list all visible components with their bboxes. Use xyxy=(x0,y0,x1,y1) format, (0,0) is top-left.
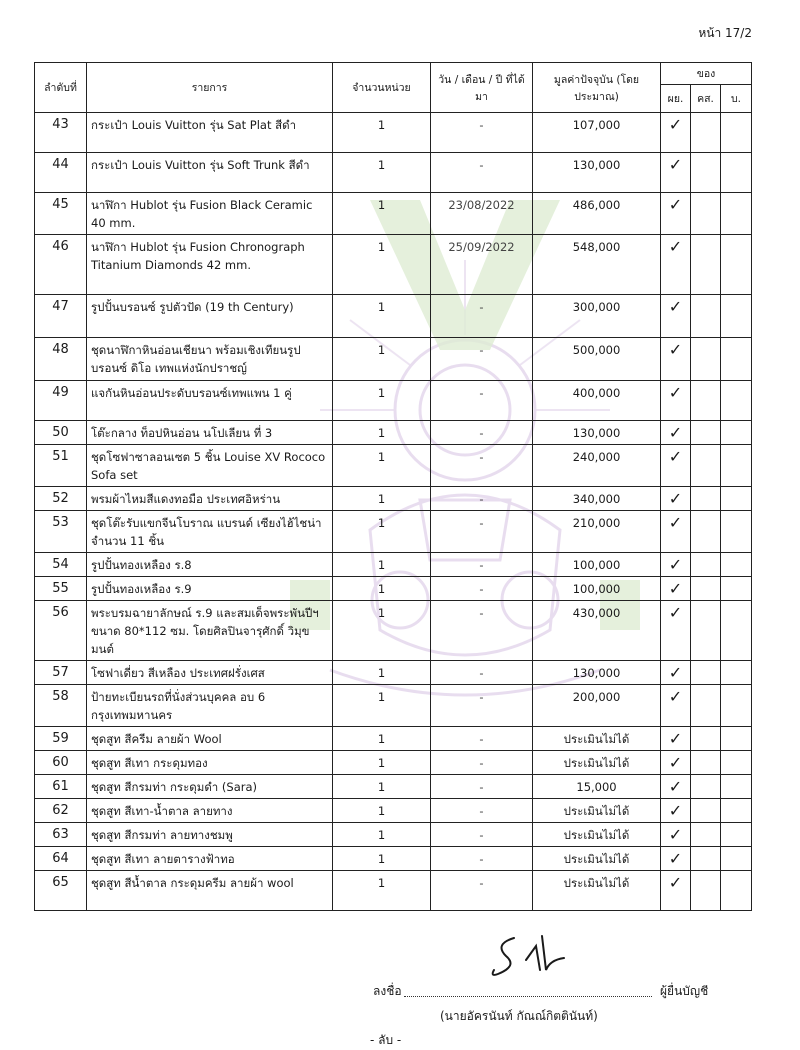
row-item: ชุดสูท สีเทา กระดุมทอง xyxy=(87,751,333,775)
table-row xyxy=(35,727,752,751)
row-date: - xyxy=(431,381,533,421)
row-owner-spouse xyxy=(691,751,721,775)
row-owner-spouse xyxy=(691,727,721,751)
row-owner-self-check: ✓ xyxy=(661,487,691,511)
row-qty: 1 xyxy=(333,751,431,775)
row-seq: 61 xyxy=(35,775,87,799)
row-owner-child xyxy=(721,153,752,193)
row-value: 100,000 xyxy=(533,577,661,601)
header-value: มูลค่าปัจจุบัน (โดยประมาณ) xyxy=(533,63,661,113)
row-item: ชุดสูท สีเทา ลายตารางฟ้าทอ xyxy=(87,847,333,871)
row-owner-self-check: ✓ xyxy=(661,727,691,751)
row-owner-self-check: ✓ xyxy=(661,295,691,338)
row-owner-self-check: ✓ xyxy=(661,421,691,445)
row-qty: 1 xyxy=(333,553,431,577)
row-owner-spouse xyxy=(691,113,721,153)
header-owner-child: บ. xyxy=(721,85,752,113)
row-owner-spouse xyxy=(691,577,721,601)
row-owner-child xyxy=(721,553,752,577)
row-date: - xyxy=(431,823,533,847)
row-owner-child xyxy=(721,799,752,823)
signature-role: ผู้ยื่นบัญชี xyxy=(660,984,709,998)
row-owner-child xyxy=(721,235,752,295)
row-item: ชุดโซฟาซาลอนเซต 5 ชิ้น Louise XV Rococo Sofa set xyxy=(87,445,333,487)
row-seq: 59 xyxy=(35,727,87,751)
row-owner-spouse xyxy=(691,235,721,295)
row-owner-child xyxy=(721,193,752,235)
row-owner-child xyxy=(721,445,752,487)
row-value: 430,000 xyxy=(533,601,661,661)
row-owner-spouse xyxy=(691,153,721,193)
row-value: 210,000 xyxy=(533,511,661,553)
row-value: 400,000 xyxy=(533,381,661,421)
signer-name: (นายอัครนันท์ กัณณ์กิตตินันท์) xyxy=(440,1009,598,1023)
header-qty: จำนวนหน่วย xyxy=(333,63,431,113)
row-value: 240,000 xyxy=(533,445,661,487)
row-item: นาฬิกา Hublot รุ่น Fusion Black Ceramic 40 mm. xyxy=(87,193,333,235)
row-value: 130,000 xyxy=(533,661,661,685)
row-date: - xyxy=(431,727,533,751)
row-seq: 57 xyxy=(35,661,87,685)
row-date: - xyxy=(431,661,533,685)
table-row xyxy=(35,799,752,823)
row-qty: 1 xyxy=(333,775,431,799)
table-row xyxy=(35,775,752,799)
row-seq: 45 xyxy=(35,193,87,235)
row-owner-child xyxy=(721,487,752,511)
row-qty: 1 xyxy=(333,661,431,685)
row-owner-spouse xyxy=(691,511,721,553)
row-owner-self-check: ✓ xyxy=(661,601,691,661)
row-qty: 1 xyxy=(333,153,431,193)
row-item: รูปปั้นทองเหลือง ร.9 xyxy=(87,577,333,601)
row-qty: 1 xyxy=(333,871,431,911)
row-seq: 51 xyxy=(35,445,87,487)
row-date: - xyxy=(431,113,533,153)
row-owner-spouse xyxy=(691,553,721,577)
row-date: - xyxy=(431,445,533,487)
row-date: - xyxy=(431,553,533,577)
table-row xyxy=(35,685,752,727)
row-owner-self-check: ✓ xyxy=(661,871,691,911)
row-item: กระเป๋า Louis Vuitton รุ่น Sat Plat สีดำ xyxy=(87,113,333,153)
row-qty: 1 xyxy=(333,487,431,511)
row-seq: 58 xyxy=(35,685,87,727)
row-value: ประเมินไม่ได้ xyxy=(533,799,661,823)
row-date: - xyxy=(431,871,533,911)
row-item: กระเป๋า Louis Vuitton รุ่น Soft Trunk สีดำ xyxy=(87,153,333,193)
row-owner-child xyxy=(721,775,752,799)
row-owner-self-check: ✓ xyxy=(661,511,691,553)
row-item: ชุดสูท สีกรมท่า กระดุมดำ (Sara) xyxy=(87,775,333,799)
row-seq: 49 xyxy=(35,381,87,421)
row-seq: 48 xyxy=(35,338,87,381)
row-owner-spouse xyxy=(691,487,721,511)
row-date: 23/08/2022 xyxy=(431,193,533,235)
row-item: พระบรมฉายาลักษณ์ ร.9 และสมเด็จพระพันปีฯ ขนาด 80*112 ซม. โดยศิลปินจารุศักดิ์ วิมุขมนต์ xyxy=(87,601,333,661)
row-owner-child xyxy=(721,511,752,553)
signature-line xyxy=(404,996,652,997)
table-row xyxy=(35,601,752,661)
row-value: 200,000 xyxy=(533,685,661,727)
table-row xyxy=(35,511,752,553)
row-seq: 53 xyxy=(35,511,87,553)
row-qty: 1 xyxy=(333,381,431,421)
row-owner-child xyxy=(721,381,752,421)
table-row xyxy=(35,295,752,338)
row-owner-spouse xyxy=(691,193,721,235)
row-owner-spouse xyxy=(691,381,721,421)
signature-block xyxy=(0,930,800,1048)
row-date: - xyxy=(431,487,533,511)
row-owner-child xyxy=(721,577,752,601)
row-qty: 1 xyxy=(333,847,431,871)
row-qty: 1 xyxy=(333,799,431,823)
row-owner-child xyxy=(721,295,752,338)
row-owner-spouse xyxy=(691,601,721,661)
row-owner-child xyxy=(721,847,752,871)
row-owner-spouse xyxy=(691,775,721,799)
table-row xyxy=(35,421,752,445)
handwritten-signature xyxy=(484,930,574,980)
row-item: รูปปั้นบรอนซ์ รูปตัวปัด (19 th Century) xyxy=(87,295,333,338)
row-seq: 43 xyxy=(35,113,87,153)
row-seq: 50 xyxy=(35,421,87,445)
row-item: พรมผ้าไหมสีแดงทอมือ ประเทศอิหร่าน xyxy=(87,487,333,511)
row-item: โต๊ะกลาง ท็อปหินอ่อน นโปเลียน ที่ 3 xyxy=(87,421,333,445)
row-qty: 1 xyxy=(333,338,431,381)
row-date: - xyxy=(431,847,533,871)
row-date: - xyxy=(431,153,533,193)
row-seq: 62 xyxy=(35,799,87,823)
row-qty: 1 xyxy=(333,685,431,727)
row-owner-spouse xyxy=(691,847,721,871)
asset-table xyxy=(34,62,752,911)
header-owner-spouse: คส. xyxy=(691,85,721,113)
row-seq: 65 xyxy=(35,871,87,911)
row-owner-self-check: ✓ xyxy=(661,193,691,235)
row-seq: 47 xyxy=(35,295,87,338)
page-number: หน้า 17/2 xyxy=(698,26,752,40)
row-owner-self-check: ✓ xyxy=(661,799,691,823)
table-row xyxy=(35,338,752,381)
row-date: 25/09/2022 xyxy=(431,235,533,295)
table-row xyxy=(35,871,752,911)
row-qty: 1 xyxy=(333,511,431,553)
row-seq: 56 xyxy=(35,601,87,661)
row-owner-self-check: ✓ xyxy=(661,685,691,727)
row-date: - xyxy=(431,799,533,823)
row-owner-child xyxy=(721,751,752,775)
row-value: 300,000 xyxy=(533,295,661,338)
row-value: 500,000 xyxy=(533,338,661,381)
row-qty: 1 xyxy=(333,445,431,487)
row-owner-self-check: ✓ xyxy=(661,661,691,685)
row-qty: 1 xyxy=(333,727,431,751)
table-row xyxy=(35,751,752,775)
row-owner-child xyxy=(721,601,752,661)
row-item: ชุดสูท สีกรมท่า ลายทางชมพู xyxy=(87,823,333,847)
row-item: ชุดสูท สีเทา-น้ำตาล ลายทาง xyxy=(87,799,333,823)
row-item: ชุดสูท สีครีม ลายผ้า Wool xyxy=(87,727,333,751)
confidential-footer: - ลับ - xyxy=(370,1033,402,1047)
table-row xyxy=(35,553,752,577)
row-date: - xyxy=(431,511,533,553)
row-owner-child xyxy=(721,661,752,685)
row-value: ประเมินไม่ได้ xyxy=(533,847,661,871)
row-seq: 44 xyxy=(35,153,87,193)
row-value: ประเมินไม่ได้ xyxy=(533,823,661,847)
row-date: - xyxy=(431,751,533,775)
row-owner-child xyxy=(721,113,752,153)
row-value: 100,000 xyxy=(533,553,661,577)
row-owner-self-check: ✓ xyxy=(661,338,691,381)
row-owner-self-check: ✓ xyxy=(661,235,691,295)
row-owner-spouse xyxy=(691,421,721,445)
row-owner-self-check: ✓ xyxy=(661,153,691,193)
row-qty: 1 xyxy=(333,113,431,153)
row-value: 340,000 xyxy=(533,487,661,511)
table-row xyxy=(35,847,752,871)
row-date: - xyxy=(431,601,533,661)
row-value: 486,000 xyxy=(533,193,661,235)
row-date: - xyxy=(431,338,533,381)
header-owner-self: ผย. xyxy=(661,85,691,113)
row-qty: 1 xyxy=(333,193,431,235)
row-date: - xyxy=(431,685,533,727)
table-row xyxy=(35,577,752,601)
row-date: - xyxy=(431,295,533,338)
row-value: 130,000 xyxy=(533,421,661,445)
row-seq: 60 xyxy=(35,751,87,775)
table-row xyxy=(35,661,752,685)
signature-label: ลงชื่อ xyxy=(373,984,402,998)
table-row xyxy=(35,113,752,153)
row-owner-child xyxy=(721,338,752,381)
row-owner-self-check: ✓ xyxy=(661,775,691,799)
header-seq: ลำดับที่ xyxy=(35,63,87,113)
row-qty: 1 xyxy=(333,295,431,338)
row-item: โซฟาเดี่ยว สีเหลือง ประเทศฝรั่งเศส xyxy=(87,661,333,685)
row-item: รูปปั้นทองเหลือง ร.8 xyxy=(87,553,333,577)
row-seq: 55 xyxy=(35,577,87,601)
row-value: 130,000 xyxy=(533,153,661,193)
row-owner-self-check: ✓ xyxy=(661,823,691,847)
row-seq: 46 xyxy=(35,235,87,295)
row-seq: 52 xyxy=(35,487,87,511)
row-date: - xyxy=(431,775,533,799)
row-owner-spouse xyxy=(691,799,721,823)
row-qty: 1 xyxy=(333,235,431,295)
row-item: ป้ายทะเบียนรถที่นั่งส่วนบุคคล อบ 6 กรุงเทพมหานคร xyxy=(87,685,333,727)
row-date: - xyxy=(431,421,533,445)
row-value: 107,000 xyxy=(533,113,661,153)
table-row xyxy=(35,823,752,847)
row-date: - xyxy=(431,577,533,601)
row-owner-spouse xyxy=(691,661,721,685)
row-item: แจกันหินอ่อนประดับบรอนซ์เทพแพน 1 คู่ xyxy=(87,381,333,421)
row-value: ประเมินไม่ได้ xyxy=(533,727,661,751)
table-row xyxy=(35,381,752,421)
row-qty: 1 xyxy=(333,823,431,847)
row-owner-child xyxy=(721,823,752,847)
row-owner-child xyxy=(721,421,752,445)
row-qty: 1 xyxy=(333,421,431,445)
row-owner-self-check: ✓ xyxy=(661,381,691,421)
table-row xyxy=(35,445,752,487)
row-value: ประเมินไม่ได้ xyxy=(533,871,661,911)
row-item: นาฬิกา Hublot รุ่น Fusion Chronograph Titanium Diamonds 42 mm. xyxy=(87,235,333,295)
row-seq: 64 xyxy=(35,847,87,871)
row-owner-self-check: ✓ xyxy=(661,847,691,871)
row-seq: 63 xyxy=(35,823,87,847)
row-owner-self-check: ✓ xyxy=(661,113,691,153)
row-item: ชุดโต๊ะรับแขกจีนโบราณ แบรนด์ เซียงไฮ้ไชน่า จำนวน 11 ชิ้น xyxy=(87,511,333,553)
table-row xyxy=(35,193,752,235)
table-row xyxy=(35,153,752,193)
row-owner-spouse xyxy=(691,338,721,381)
row-item: ชุดนาฬิกาหินอ่อนเชียนา พร้อมเชิงเทียนรูปบรอนซ์ ดิโอ เทพแห่งนักปราชญ์ xyxy=(87,338,333,381)
row-owner-self-check: ✓ xyxy=(661,577,691,601)
row-qty: 1 xyxy=(333,577,431,601)
table-row xyxy=(35,487,752,511)
header-owner: ของ xyxy=(661,63,752,85)
row-owner-child xyxy=(721,727,752,751)
row-qty: 1 xyxy=(333,601,431,661)
row-value: 548,000 xyxy=(533,235,661,295)
row-seq: 54 xyxy=(35,553,87,577)
row-owner-spouse xyxy=(691,685,721,727)
row-owner-spouse xyxy=(691,823,721,847)
row-owner-spouse xyxy=(691,445,721,487)
header-item: รายการ xyxy=(87,63,333,113)
row-owner-child xyxy=(721,871,752,911)
row-value: ประเมินไม่ได้ xyxy=(533,751,661,775)
row-owner-self-check: ✓ xyxy=(661,445,691,487)
row-item: ชุดสูท สีน้ำตาล กระดุมครีม ลายผ้า wool xyxy=(87,871,333,911)
row-owner-spouse xyxy=(691,295,721,338)
table-row xyxy=(35,235,752,295)
row-owner-self-check: ✓ xyxy=(661,751,691,775)
row-value: 15,000 xyxy=(533,775,661,799)
header-date: วัน / เดือน / ปี ที่ได้มา xyxy=(431,63,533,113)
row-owner-self-check: ✓ xyxy=(661,553,691,577)
row-owner-spouse xyxy=(691,871,721,911)
row-owner-child xyxy=(721,685,752,727)
